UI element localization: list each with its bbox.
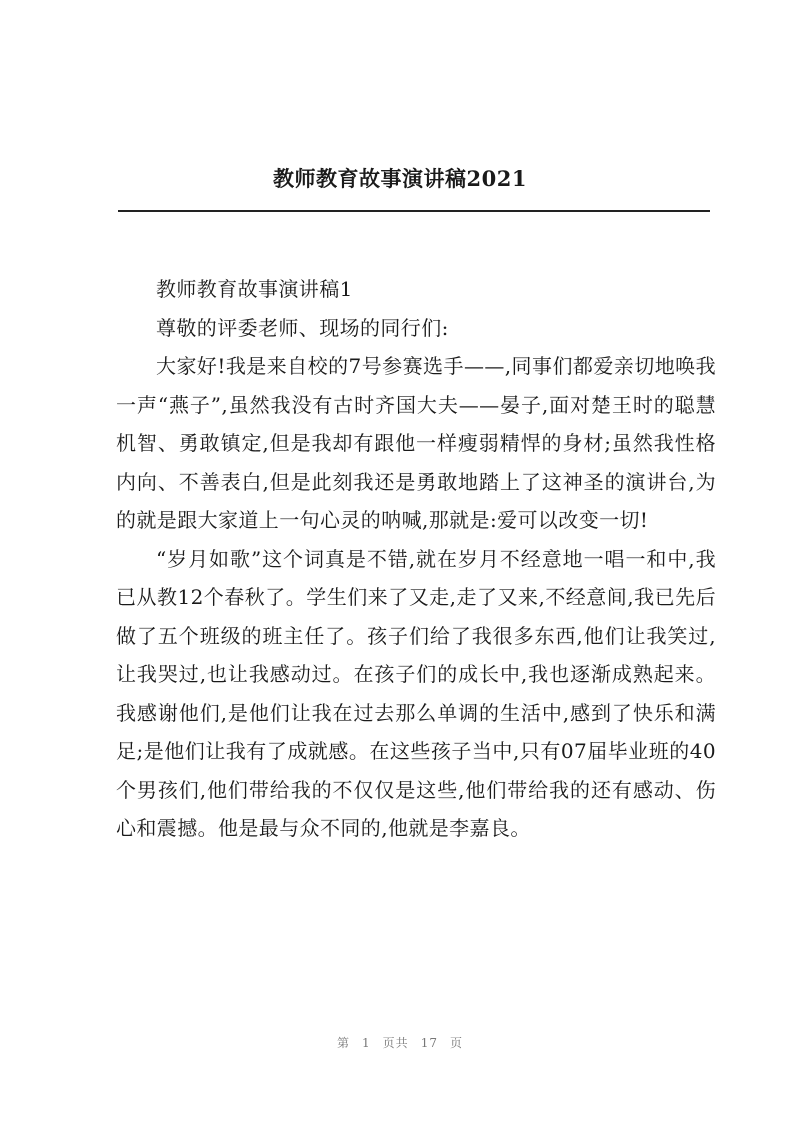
body-paragraph: 大家好!我是来自校的7号参赛选手——,同事们都爱亲切地唤我一声“燕子”,虽然我没有古时齐国大夫——晏子,面对楚王时的聪慧机智、勇敢镇定,但是我却有跟他一样瘦弱精悍的身材;虽然我性格内向、不善表白,但是此刻我还是勇敢地踏上了这神圣的演讲台,为的就是跟大家道上一句心灵的呐喊,那就是:爱可以改变一切! <box>116 354 716 532</box>
title-divider <box>118 210 710 212</box>
footer-current-page: 1 <box>362 1036 371 1050</box>
footer-label-of: 页共 <box>382 1036 409 1050</box>
footer-total-pages: 17 <box>420 1036 438 1050</box>
document-body <box>116 270 716 848</box>
salutation: 尊敬的评委老师、现场的同行们: <box>156 315 449 340</box>
footer-label-page: 第 <box>337 1036 351 1050</box>
body-paragraph: “岁月如歌”这个词真是不错,就在岁月不经意地一唱一和中,我已从教12个春秋了。学生们来了又走,走了又来,不经意间,我已先后做了五个班级的班主任了。孩子们给了我很多东西,他们让我笑过,让我哭过,也让我感动过。在孩子们的成长中,我也逐渐成熟起来。我感谢他们,是他们让我在过去那么单调的生活中,感到了快乐和满足;是他们让我有了成就感。在这些孩子当中,只有07届毕业班的40个男孩们,他们带给我的不仅仅是这些,他们带给我的还有感动、伤心和震撼。他是最与众不同的,他就是李嘉良。 <box>116 546 716 840</box>
footer-label-end: 页 <box>449 1036 463 1050</box>
section-heading: 教师教育故事演讲稿1 <box>156 277 353 301</box>
page-title: 教师教育故事演讲稿2021 <box>273 166 527 191</box>
page-footer <box>0 1034 800 1051</box>
